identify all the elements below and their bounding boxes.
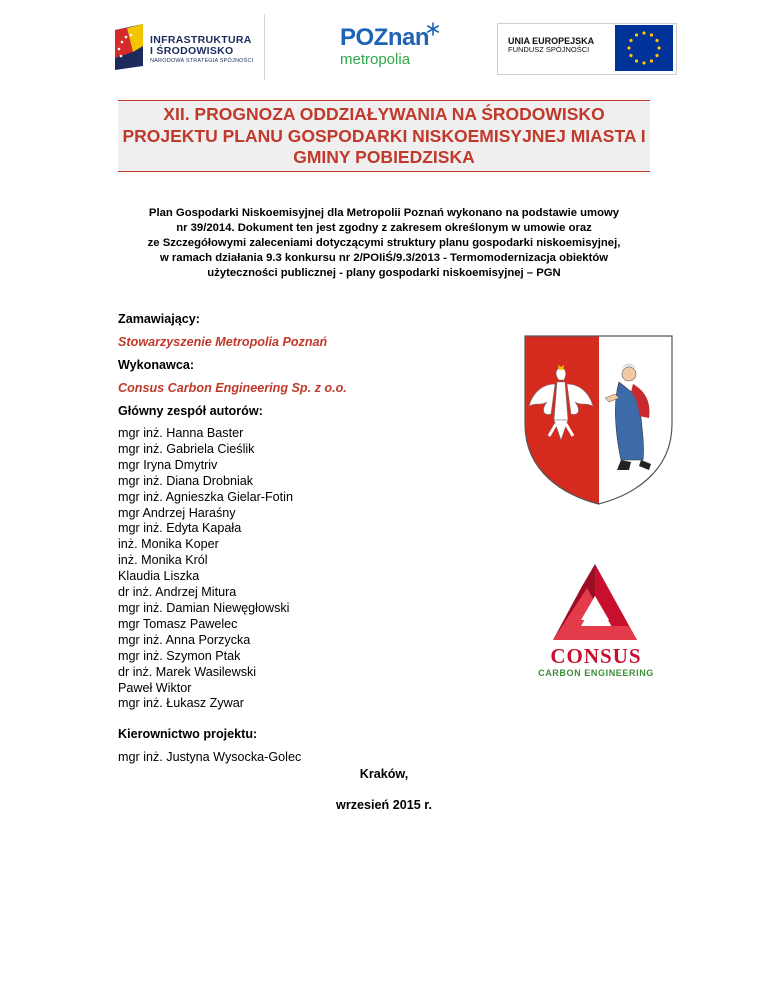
penrose-triangle-icon bbox=[551, 562, 639, 646]
intro-line: użyteczności publicznej - plany gospodarki niskoemisyjnej – PGN bbox=[207, 267, 561, 279]
infra-logo-line1: INFRASTRUKTURA bbox=[150, 34, 252, 46]
author-list-item: Klaudia Liszka bbox=[118, 569, 200, 584]
author-list-item: mgr Andrzej Haraśny bbox=[118, 505, 236, 520]
credits-section bbox=[118, 311, 508, 766]
intro-line: ze Szczegółowymi zaleceniami dotyczącymi struktury planu gospodarki niskoemisyjnej, bbox=[147, 237, 621, 249]
logo-bar bbox=[0, 0, 768, 90]
infrastruktura-flag-icon bbox=[113, 22, 147, 72]
document-title-box bbox=[118, 100, 650, 172]
eu-logo bbox=[497, 23, 677, 75]
author-list-item: dr inż. Marek Wasilewski bbox=[118, 664, 257, 679]
intro-line: nr 39/2014. Dokument ten jest zgodny z zakresem określonym w umowie oraz bbox=[176, 222, 592, 234]
team-label: Główny zespół autorów: bbox=[118, 404, 263, 418]
consus-logo-name: CONSUS bbox=[550, 644, 642, 668]
author-list-item: mgr inż. Gabriela Cieślik bbox=[118, 441, 255, 456]
document-title-line1: XII. PROGNOZA ODDZIAŁYWANIA NA ŚRODOWISKO bbox=[163, 104, 605, 124]
consus-logo-tagline: CARBON ENGINEERING bbox=[538, 668, 654, 678]
author-list-item: Paweł Wiktor bbox=[118, 680, 192, 695]
author-list-item: mgr inż. Hanna Baster bbox=[118, 426, 244, 440]
author-list-item: mgr Tomasz Pawelec bbox=[118, 616, 238, 631]
consus-logo bbox=[521, 562, 671, 682]
eu-logo-line1: UNIA EUROPEJSKA bbox=[508, 36, 595, 46]
author-list-item: mgr inż. Edyta Kapała bbox=[118, 521, 242, 536]
author-list-item: inż. Monika Król bbox=[118, 553, 208, 568]
project-manager-name: mgr inż. Justyna Wysocka-Golec bbox=[118, 750, 302, 765]
infra-logo-subtitle: NARODOWA STRATEGIA SPÓJNOŚCI bbox=[150, 58, 254, 64]
management-label: Kierownictwo projektu: bbox=[118, 727, 258, 742]
eu-logo-line2: FUNDUSZ SPÓJNOŚCI bbox=[508, 45, 590, 55]
poznan-logo-name: POZnan bbox=[340, 24, 430, 51]
infra-logo-line2: I ŚRODOWISKO bbox=[150, 44, 234, 57]
author-list-item: mgr inż. Agnieszka Gielar-Fotin bbox=[118, 489, 293, 504]
author-list-item: mgr inż. Anna Porzycka bbox=[118, 632, 251, 647]
document-title-line2: PROJEKTU PLANU GOSPODARKI NISKOEMISYJNEJ MIASTA I bbox=[122, 125, 646, 146]
star-icon bbox=[426, 22, 440, 36]
contractor-label: Wykonawca: bbox=[118, 358, 195, 372]
client-label: Zamawiający: bbox=[118, 312, 200, 326]
coat-of-arms-image bbox=[521, 332, 676, 507]
intro-paragraph bbox=[110, 206, 658, 281]
author-list bbox=[118, 426, 508, 712]
issue-date: wrzesień 2015 r. bbox=[336, 798, 432, 812]
document-title-line3: GMINY POBIEDZISKA bbox=[293, 147, 475, 167]
logo-divider bbox=[264, 14, 265, 80]
poznan-logo-subtitle: metropolia bbox=[340, 51, 411, 68]
author-list-item: mgr inż. Damian Niewęgłowski bbox=[118, 600, 290, 615]
author-list-item: mgr inż. Łukasz Zywar bbox=[118, 696, 244, 711]
contractor-name: Consus Carbon Engineering Sp. z o.o. bbox=[118, 381, 347, 395]
infrastruktura-logo bbox=[113, 22, 263, 74]
author-list-item: mgr inż. Diana Drobniak bbox=[118, 473, 254, 488]
author-list-item: dr inż. Andrzej Mitura bbox=[118, 585, 237, 600]
intro-line: w ramach działania 9.3 konkursu nr 2/POIiŚ/9.3/2013 - Termomodernizacja obiektów bbox=[159, 252, 609, 264]
poznan-metropolia-logo bbox=[340, 26, 440, 76]
intro-line: Plan Gospodarki Niskoemisyjnej dla Metropolii Poznań wykonano na podstawie umowy bbox=[148, 207, 620, 219]
place-of-issue: Kraków, bbox=[359, 767, 409, 781]
author-list-item: inż. Monika Koper bbox=[118, 537, 219, 552]
author-list-item: mgr inż. Szymon Ptak bbox=[118, 648, 241, 663]
author-list-item: mgr Iryna Dmytriv bbox=[118, 457, 218, 472]
eu-flag-icon bbox=[615, 25, 673, 71]
client-name: Stowarzyszenie Metropolia Poznań bbox=[118, 335, 328, 349]
